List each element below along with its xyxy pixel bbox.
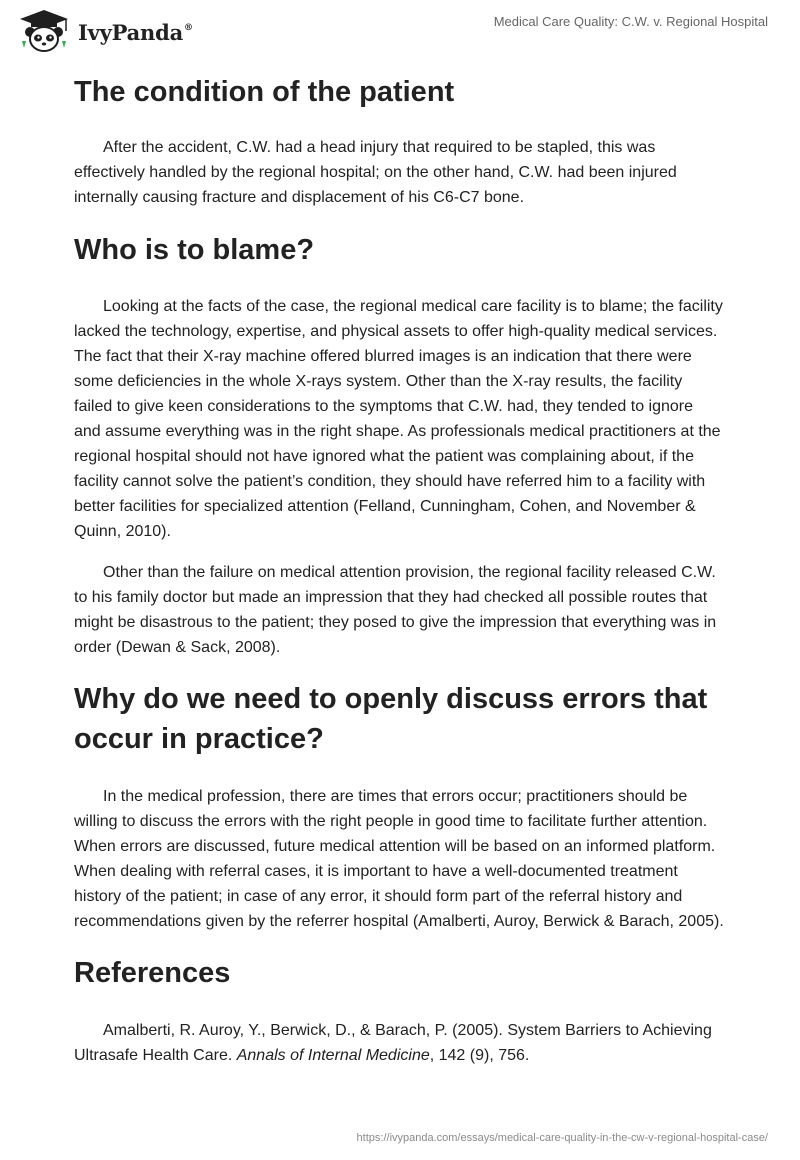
brand-logo-text[interactable] [78,20,193,45]
reference-entry [74,1018,724,1068]
essay-body [74,72,724,1068]
paragraph-errors: In the medical profession, there are times that errors occur; practitioners should be willing to discuss the errors with the right people in good time to facilitate further attention. When errors are discussed, future medical attention will be based on an informed platform. When dealing with referral cases, it is important to have a well-documented treatment history of the patient; in case of any error, it should form part of the referral history and recommendations given by the referrer hospital (Amalberti, Auroy, Berwick & Barach, 2005). [74,788,724,930]
paragraph-blame-1: Looking at the facts of the case, the regional medical care facility is to blame; the facility lacked the technology, expertise, and physical assets to offer high-quality medical services. The fact that their X-ray machine offered blurred images is an indication that there were some deficiencies in the whole X-rays system. Other than the X-ray results, the facility failed to give keen considerations to the symptoms that C.W. had, they tended to ignore and assume everything was in the right shape. As professionals medical practitioners at the regional hospital should not have ignored what the patient was complaining about, if the facility cannot solve the patient’s condition, they should have referred him to a facility with better facilities for specialized attention (Felland, Cunningham, Cohen, and November & Quinn, 2010). [74,298,723,540]
page-header [0,0,800,70]
paragraph-condition: After the accident, C.W. had a head injury that required to be stapled, this was effectively handled by the regional hospital; on the other hand, C.W. had been injured internally causing fracture and displacement of his C6-C7 bone. [74,139,677,206]
ivypanda-logo-icon[interactable] [16,8,72,54]
brand-name: IvyPanda [78,20,184,45]
reference-authors-title: Amalberti, R. Auroy, Y., Berwick, D., & Barach, P. (2005). System Barriers to Achieving Ultrasafe Health Care. [74,1022,712,1064]
source-url[interactable]: https://ivypanda.com/essays/medical-care-quality-in-the-cw-v-regional-hospital-case/ [356,1132,768,1144]
paragraph-blame-2: Other than the failure on medical attention provision, the regional facility released C.W. to his family doctor but made an impression that they had checked all possible routes that might be disastrous to the patient; they posed to give the impression that everything was in order (Dewan & Sack, 2008). [74,564,717,656]
heading-blame: Who is to blame? [74,234,315,266]
reference-journal: Annals of Internal Medicine [236,1047,430,1064]
reference-volume: , 142 (9), 756. [429,1047,530,1064]
document-title: Medical Care Quality: C.W. v. Regional Hospital [493,14,768,29]
heading-references: References [74,957,231,989]
heading-errors: Why do we need to openly discuss errors that occur in practice? [74,683,708,755]
registered-mark: ® [184,23,193,33]
heading-condition: The condition of the patient [74,76,455,108]
